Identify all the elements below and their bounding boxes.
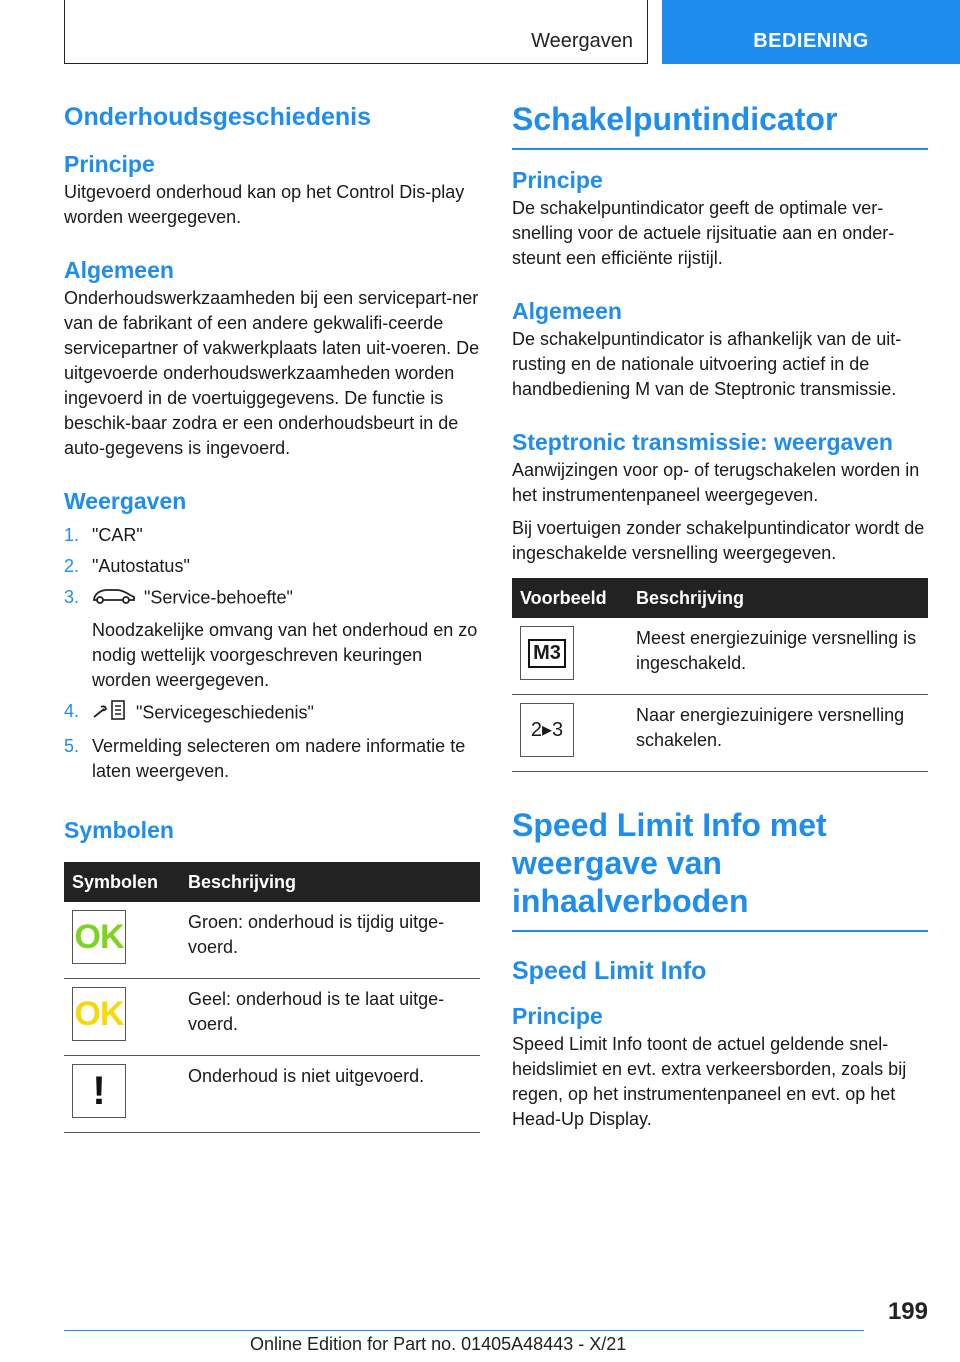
list-item	[64, 523, 480, 548]
step-number: 5.	[64, 736, 80, 756]
step-text: Vermelding selecteren om nadere informatie te laten weergeven.	[92, 736, 466, 781]
table-cell-desc: Groen: onderhoud is tijdig uitge-voerd.	[180, 902, 480, 979]
gear-m3-icon: M3	[520, 626, 574, 680]
left-column	[64, 100, 480, 1133]
section-title-schakelpuntindicator: Schakelpuntindicator	[512, 100, 928, 150]
ok-yellow-icon: OK	[72, 987, 126, 1041]
step-text: "Servicegeschiedenis"	[136, 702, 314, 723]
step-text: "Service-behoefte"	[144, 587, 293, 608]
table-cell-desc: Meest energiezuinige versnelling is ingeschakeld.	[628, 618, 928, 695]
step-number: 1.	[64, 525, 80, 545]
steptronic-text-1: Aanwijzingen voor op- of terugschakelen worden in het instrumentenpaneel weergegeven.	[512, 460, 920, 505]
service-history-icon	[92, 699, 128, 728]
exclamation-icon: !	[72, 1064, 126, 1118]
right-column	[512, 100, 928, 1132]
steptronic-heading: Steptronic transmissie: weergaven	[512, 429, 893, 455]
step-text: "CAR"	[92, 525, 143, 545]
step-subtext: Noodzakelijke omvang van het onderhoud en zo nodig wettelijk voorgeschreven keuringen worden weergegeven.	[92, 620, 478, 690]
section-title-speed-limit: Speed Limit Info met weergave van inhaalverboden	[512, 806, 928, 932]
header-chapter-label: BEDIENING	[753, 30, 869, 52]
table-row	[64, 979, 480, 1056]
table-row	[512, 695, 928, 772]
step-number: 2.	[64, 556, 80, 576]
section-title-onderhoudsgeschiedenis: Onderhoudsgeschiedenis	[64, 103, 372, 131]
list-item	[64, 585, 480, 693]
step-number: 3.	[64, 587, 80, 607]
symbols-table	[64, 862, 480, 1133]
speed-limit-subheading: Speed Limit Info	[512, 957, 707, 985]
gear-indicator-table	[512, 578, 928, 772]
weergaven-heading: Weergaven	[64, 488, 187, 514]
table-cell-desc: Onderhoud is niet uitgevoerd.	[180, 1056, 480, 1133]
algemeen-heading: Algemeen	[64, 257, 174, 283]
symbolen-heading: Symbolen	[64, 817, 174, 843]
principe-heading: Principe	[512, 167, 603, 193]
table-header-beschrijving: Beschrijving	[180, 862, 480, 902]
footer-edition: Online Edition for Part no. 01405A48443 - X/21	[250, 1334, 627, 1354]
principe-text: Uitgevoerd onderhoud kan op het Control Dis-play worden weergegeven.	[64, 182, 465, 227]
page-number: 199	[887, 1298, 928, 1325]
principe-heading: Principe	[64, 151, 155, 177]
step-number: 4.	[64, 701, 80, 721]
algemeen-text: Onderhoudswerkzaamheden bij een servicepart-ner van de fabrikant of een andere gekwalifi-ceerde servicepartner of vakwerkplaats laten uit-voeren. De uitgevoerde onderhoudswerkzaamheden worden ingevoerd in de voertuiggegevens. De functie is beschik-baar zodra er een onderhoudsbeurt in de auto-gegevens is ingevoerd.	[64, 288, 480, 458]
list-item	[64, 734, 480, 784]
steptronic-text-2: Bij voertuigen zonder schakelpuntindicator wordt de ingeschakelde versnelling weergegeven.	[512, 518, 925, 563]
header-section-label: Weergaven	[531, 30, 633, 52]
gear-upshift-icon: 2▸3	[520, 703, 574, 757]
step-text: "Autostatus"	[92, 556, 190, 576]
speed-principe-text: Speed Limit Info toont de actuel geldende snel-heidslimiet en evt. extra verkeersborden, zoals bij regen, op het instrumentenpaneel en evt. op het Head-Up Display.	[512, 1034, 907, 1129]
header-chapter-tab	[662, 0, 960, 64]
car-icon	[92, 585, 136, 612]
speed-principe-heading: Principe	[512, 1003, 603, 1029]
algemeen-text: De schakelpuntindicator is afhankelijk van de uit-rusting en de nationale uitvoering actief in de handbediening M van de Steptronic transmissie.	[512, 329, 902, 399]
list-item	[64, 699, 480, 728]
ok-green-icon: OK	[72, 910, 126, 964]
table-row	[64, 1056, 480, 1133]
steps-list	[64, 523, 480, 784]
algemeen-heading: Algemeen	[512, 298, 622, 324]
table-header-beschrijving: Beschrijving	[628, 578, 928, 618]
list-item	[64, 554, 480, 579]
principe-text: De schakelpuntindicator geeft de optimale ver-snelling voor de actuele rijsituatie aan en onder-steunt een efficiënte rijstijl.	[512, 198, 895, 268]
table-header-voorbeeld: Voorbeeld	[512, 578, 628, 618]
table-cell-desc: Geel: onderhoud is te laat uitge-voerd.	[180, 979, 480, 1056]
table-row	[512, 618, 928, 695]
table-row	[64, 902, 480, 979]
header-section-box	[64, 0, 648, 64]
footer-rule	[64, 1330, 864, 1331]
table-cell-desc: Naar energiezuinigere versnelling schakelen.	[628, 695, 928, 772]
table-header-symbolen: Symbolen	[64, 862, 180, 902]
